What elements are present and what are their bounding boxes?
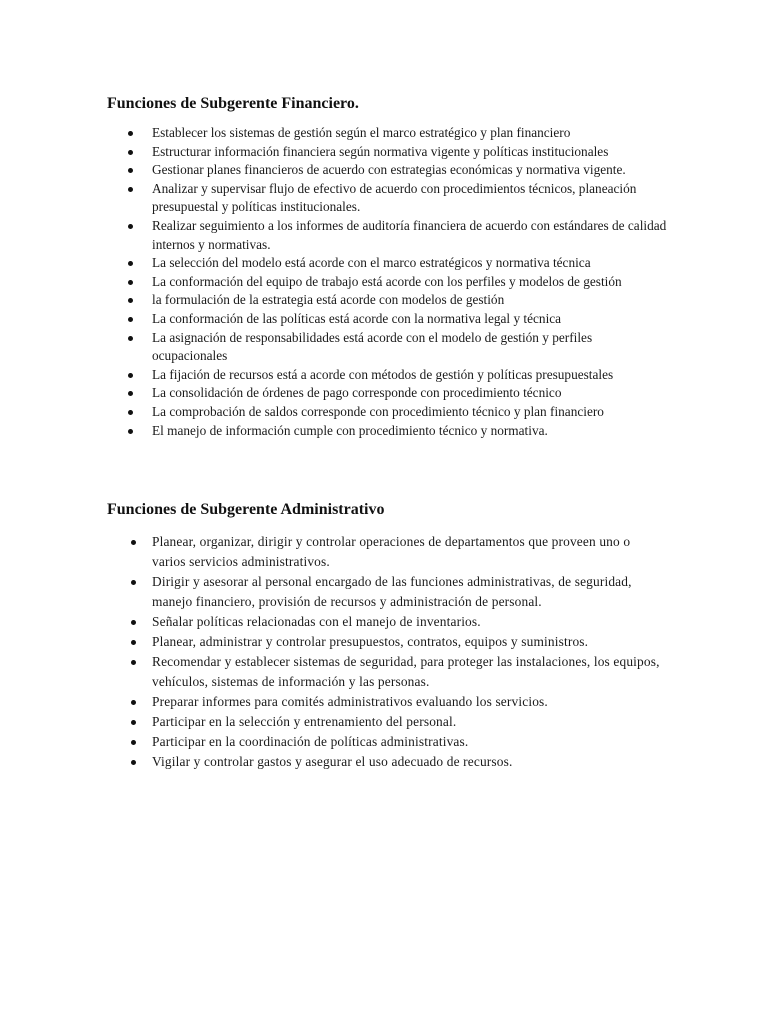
list-item [107, 384, 667, 403]
list-item-text: la formulación de la estrategia está acorde con modelos de gestión [152, 292, 505, 308]
bullet-icon [131, 720, 136, 725]
list-item-text: La comprobación de saldos corresponde con procedimiento técnico y plan financiero [152, 403, 604, 419]
bullet-icon [131, 540, 136, 545]
bullet-icon [131, 700, 136, 705]
bullet-list [107, 124, 667, 440]
bullet-icon [128, 261, 133, 266]
list-item-text: Vigilar y controlar gastos y asegurar el uso adecuado de recursos. [152, 754, 513, 769]
list-item [107, 712, 667, 732]
list-item [107, 217, 667, 254]
list-item-text: Señalar políticas relacionadas con el manejo de inventarios. [152, 614, 481, 629]
bullet-icon [128, 336, 133, 341]
list-item [107, 161, 667, 180]
bullet-icon [128, 131, 133, 136]
list-item [107, 291, 667, 310]
list-item-text: Gestionar planes financieros de acuerdo con estrategias económicas y normativa vigente. [152, 162, 626, 178]
list-item-text: La conformación de las políticas está acorde con la normativa legal y técnica [152, 310, 562, 326]
list-item [107, 572, 667, 612]
list-item [107, 180, 667, 217]
list-item [107, 143, 667, 162]
list-item [107, 752, 667, 772]
bullet-icon [128, 391, 133, 396]
list-item [107, 612, 667, 632]
list-item-text: Planear, organizar, dirigir y controlar operaciones de departamentos que proveen uno o varios servicios administrativos. [152, 534, 631, 569]
list-item-text: Participar en la selección y entrenamiento del personal. [152, 714, 457, 729]
list-item [107, 366, 667, 385]
list-item-text: Dirigir y asesorar al personal encargado de las funciones administrativas, de seguridad, manejo financiero, provisión de recursos y administración de personal. [152, 574, 632, 609]
list-item-text: La fijación de recursos está a acorde con métodos de gestión y políticas presupuestales [152, 366, 614, 382]
bullet-icon [128, 280, 133, 285]
section-subgerente-financiero [107, 94, 667, 440]
bullet-icon [131, 580, 136, 585]
list-item-text: La consolidación de órdenes de pago corresponde con procedimiento técnico [152, 385, 562, 401]
bullet-icon [128, 317, 133, 322]
bullet-icon [128, 168, 133, 173]
list-item-text: Participar en la coordinación de políticas administrativas. [152, 734, 469, 749]
section-heading: Funciones de Subgerente Financiero. [107, 95, 359, 112]
bullet-icon [128, 187, 133, 192]
bullet-list [107, 532, 667, 772]
list-item-text: Establecer los sistemas de gestión según el marco estratégico y plan financiero [152, 125, 571, 140]
bullet-icon [128, 224, 133, 229]
bullet-icon [128, 410, 133, 415]
list-item-text: La selección del modelo está acorde con el marco estratégicos y normativa técnica [152, 255, 591, 271]
list-item-text: Recomendar y establecer sistemas de seguridad, para proteger las instalaciones, los equipos, vehículos, sistemas de información y las personas. [152, 654, 660, 689]
bullet-icon [131, 620, 136, 625]
bullet-icon [128, 298, 133, 303]
list-item [107, 692, 667, 712]
list-item [107, 254, 667, 273]
bullet-icon [128, 373, 133, 378]
section-heading: Funciones de Subgerente Administrativo [107, 501, 385, 518]
list-item-text: El manejo de información cumple con procedimiento técnico y normativa. [152, 422, 548, 438]
list-item [107, 532, 667, 572]
list-item-text: Estructurar información financiera según normativa vigente y políticas institucionales [152, 143, 609, 159]
bullet-icon [128, 429, 133, 434]
bullet-icon [131, 760, 136, 765]
list-item [107, 422, 667, 441]
list-item [107, 310, 667, 329]
list-item [107, 632, 667, 652]
list-item [107, 403, 667, 422]
list-item [107, 652, 667, 692]
bullet-icon [131, 660, 136, 665]
bullet-icon [131, 740, 136, 745]
list-item-text: Realizar seguimiento a los informes de auditoría financiera de acuerdo con estándares de calidad internos y normativas. [152, 217, 667, 252]
list-item-text: La asignación de responsabilidades está acorde con el modelo de gestión y perfiles ocupacionales [152, 329, 593, 364]
list-item [107, 124, 667, 143]
list-item-text: La conformación del equipo de trabajo está acorde con los perfiles y modelos de gestión [152, 273, 622, 289]
section-subgerente-administrativo [107, 500, 667, 772]
list-item [107, 732, 667, 752]
bullet-icon [128, 150, 133, 155]
list-item-text: Preparar informes para comités administrativos evaluando los servicios. [152, 694, 548, 709]
list-item [107, 329, 667, 366]
bullet-icon [131, 640, 136, 645]
list-item [107, 273, 667, 292]
list-item-text: Planear, administrar y controlar presupuestos, contratos, equipos y suministros. [152, 634, 589, 649]
list-item-text: Analizar y supervisar flujo de efectivo de acuerdo con procedimientos técnicos, planeación presupuestal y políticas institucionales. [152, 180, 637, 215]
